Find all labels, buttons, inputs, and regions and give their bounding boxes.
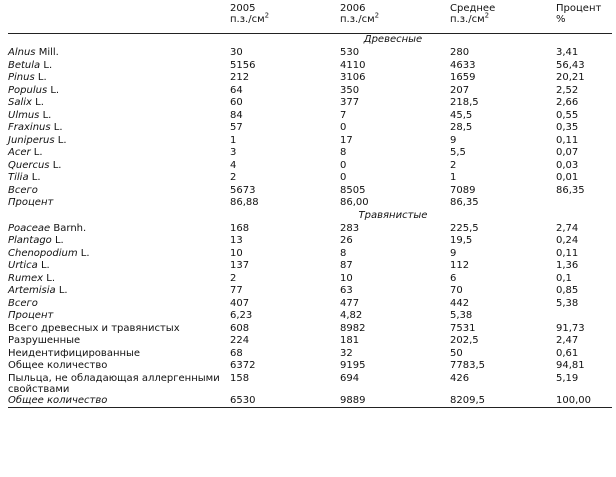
row-label: Общее количество <box>8 360 108 371</box>
value-mean: 218,5 <box>450 97 479 108</box>
value-2005: 5673 <box>230 184 256 196</box>
summary-row <box>8 323 612 336</box>
value-2006: 477 <box>340 297 360 309</box>
header-row <box>8 2 612 34</box>
genus-name: Betula <box>8 59 41 71</box>
value-2005: 6,23 <box>230 310 253 321</box>
value-percent: 3,41 <box>556 47 579 58</box>
taxon-name-cell <box>8 285 230 298</box>
header-2006-unit: п.з./см <box>340 14 375 25</box>
genus-name: Artemisia <box>8 285 56 296</box>
row-label: Всего древесных и травянистых <box>8 322 180 334</box>
value-2006: 8982 <box>340 322 366 334</box>
header-2006-unit-sup: 2 <box>374 11 380 20</box>
value-2005: 2 <box>230 172 237 183</box>
value-mean: 50 <box>450 347 463 359</box>
taxon-name-cell <box>8 60 230 73</box>
value-percent: 0,11 <box>556 134 579 146</box>
value-2006: 17 <box>340 134 353 146</box>
taxon-name-cell <box>8 172 230 185</box>
taxon-name-cell <box>8 147 230 160</box>
row-label: Всего <box>8 297 38 309</box>
value-2006: 26 <box>340 235 353 246</box>
header-mean-unit-sup: 2 <box>484 11 490 20</box>
header-2005-unit-sup: 2 <box>264 11 270 20</box>
genus-name: Urtica <box>8 260 38 271</box>
value-percent: 0,24 <box>556 235 579 246</box>
summary-row <box>8 348 612 361</box>
taxon-row <box>8 285 612 298</box>
row-label: Разрушенные <box>8 335 81 346</box>
value-percent: 91,73 <box>556 322 585 334</box>
value-2005: 6530 <box>230 394 256 406</box>
genus-name: Chenopodium <box>8 247 78 259</box>
value-2005: 77 <box>230 285 243 296</box>
taxon-name-cell <box>8 110 230 123</box>
value-2006: 283 <box>340 222 360 234</box>
value-percent: 2,66 <box>556 97 579 108</box>
author-abbrev: L. <box>55 285 68 296</box>
taxon-name-cell <box>8 223 230 236</box>
value-2006: 86,00 <box>340 197 369 208</box>
value-percent: 5,38 <box>556 297 579 309</box>
grand-total-row <box>8 395 612 408</box>
value-mean: 6 <box>450 272 457 284</box>
value-2006: 8 <box>340 247 347 259</box>
value-mean: 207 <box>450 84 470 96</box>
section-spacer <box>8 34 230 48</box>
header-percent-unit: % <box>556 14 566 25</box>
value-mean: 1 <box>450 172 457 183</box>
value-mean: 9 <box>450 247 457 259</box>
taxon-name-cell <box>8 47 230 60</box>
author-abbrev: L. <box>39 109 52 121</box>
author-abbrev: L. <box>31 97 44 108</box>
section-title: Древесные <box>363 34 423 45</box>
value-2005: 158 <box>230 372 250 384</box>
taxon-row <box>8 260 612 273</box>
value-2006: 8505 <box>340 184 366 196</box>
value-2006: 0 <box>340 159 347 171</box>
summary-row <box>8 335 612 348</box>
author-abbrev: L. <box>49 159 62 171</box>
genus-name: Tilia <box>8 172 29 183</box>
woody-total-row <box>8 185 612 198</box>
taxon-row <box>8 122 612 135</box>
value-mean: 1659 <box>450 72 476 83</box>
value-mean: 5,5 <box>450 147 466 158</box>
section-woody <box>8 34 612 48</box>
taxon-row <box>8 147 612 160</box>
taxon-row <box>8 85 612 98</box>
value-percent <box>556 310 612 323</box>
value-mean: 202,5 <box>450 335 479 346</box>
header-mean <box>450 2 556 34</box>
value-2006: 10 <box>340 272 353 284</box>
row-label: Неидентифицированные <box>8 347 141 359</box>
value-2006: 530 <box>340 47 360 58</box>
author-abbrev: L. <box>47 84 60 96</box>
value-mean: 225,5 <box>450 222 479 234</box>
value-mean: 8209,5 <box>450 394 485 406</box>
value-percent: 2,47 <box>556 335 579 346</box>
genus-name: Populus <box>8 84 48 96</box>
taxon-row <box>8 273 612 286</box>
taxon-row <box>8 248 612 261</box>
genus-name: Ulmus <box>8 109 40 121</box>
taxon-row <box>8 60 612 73</box>
value-2005: 64 <box>230 84 243 96</box>
author-abbrev: L. <box>50 122 63 133</box>
section-spacer <box>556 210 612 223</box>
header-2005-label: 2005 <box>230 3 256 14</box>
value-2005: 407 <box>230 297 250 309</box>
taxon-row <box>8 110 612 123</box>
value-mean: 86,35 <box>450 197 479 208</box>
summary-row <box>8 360 612 373</box>
taxon-row <box>8 223 612 236</box>
author-abbrev: L. <box>54 134 67 146</box>
genus-name: Rumex <box>8 272 44 284</box>
value-percent: 94,81 <box>556 360 585 371</box>
value-percent: 0,55 <box>556 109 579 121</box>
row-label: Всего <box>8 184 38 196</box>
value-2006: 350 <box>340 84 360 96</box>
author-abbrev: L. <box>51 235 64 246</box>
value-percent: 0,85 <box>556 285 579 296</box>
taxon-name-cell <box>8 97 230 110</box>
section-spacer <box>556 34 612 48</box>
genus-name: Juniperus <box>8 134 55 146</box>
value-2005: 84 <box>230 109 243 121</box>
author-abbrev: L. <box>28 172 41 183</box>
value-percent: 56,43 <box>556 59 585 71</box>
value-2005: 212 <box>230 72 250 83</box>
value-percent: 2,52 <box>556 84 579 96</box>
value-percent: 86,35 <box>556 184 585 196</box>
taxon-name-cell <box>8 160 230 173</box>
value-2006: 0 <box>340 172 347 183</box>
value-2005: 137 <box>230 260 250 271</box>
value-mean: 426 <box>450 372 470 384</box>
herb-total-row <box>8 298 612 311</box>
header-2005-unit: п.з./см <box>230 14 265 25</box>
taxon-name-cell <box>8 122 230 135</box>
value-percent: 2,74 <box>556 222 579 234</box>
value-2005: 5156 <box>230 59 256 71</box>
value-percent: 1,36 <box>556 260 579 271</box>
row-label: Пыльца, не обладающая аллергенными свойствами <box>8 372 220 395</box>
genus-name: Poaceae <box>8 222 51 234</box>
value-mean: 442 <box>450 297 470 309</box>
header-2005 <box>230 2 340 34</box>
value-mean: 7531 <box>450 322 476 334</box>
value-2005: 86,88 <box>230 197 259 208</box>
value-mean: 112 <box>450 260 470 271</box>
taxon-row <box>8 160 612 173</box>
taxon-row <box>8 47 612 60</box>
value-percent: 20,21 <box>556 72 585 83</box>
value-mean: 2 <box>450 159 457 171</box>
value-2006: 87 <box>340 260 353 271</box>
header-mean-label: Среднее <box>450 3 496 14</box>
value-mean: 7089 <box>450 184 476 196</box>
herb-percent-row <box>8 310 612 323</box>
value-2006: 63 <box>340 285 353 296</box>
value-2006: 181 <box>340 335 360 346</box>
taxon-row <box>8 235 612 248</box>
author-abbrev: L. <box>77 247 90 259</box>
genus-name: Acer <box>8 147 31 158</box>
value-2005: 60 <box>230 97 243 108</box>
pollen-data-table <box>8 2 612 408</box>
value-2005: 224 <box>230 335 250 346</box>
value-percent: 5,19 <box>556 372 579 384</box>
value-2005: 3 <box>230 147 237 158</box>
value-percent: 100,00 <box>556 394 591 406</box>
row-label: Процент <box>8 310 54 321</box>
value-percent: 0,07 <box>556 147 579 158</box>
genus-name: Pinus <box>8 72 35 83</box>
value-percent <box>556 197 612 210</box>
value-mean: 7783,5 <box>450 360 485 371</box>
taxon-row <box>8 172 612 185</box>
value-mean: 70 <box>450 285 463 296</box>
value-2005: 13 <box>230 235 243 246</box>
row-label: Процент <box>8 197 54 208</box>
taxon-name-cell <box>8 135 230 148</box>
value-percent: 0,61 <box>556 347 579 359</box>
value-percent: 0,35 <box>556 122 579 133</box>
value-2005: 68 <box>230 347 243 359</box>
author-abbrev: L. <box>34 72 47 83</box>
value-2006: 694 <box>340 372 360 384</box>
value-2006: 377 <box>340 97 360 108</box>
value-mean: 19,5 <box>450 235 473 246</box>
header-empty-cell <box>8 2 230 34</box>
value-2006: 0 <box>340 122 347 133</box>
value-2005: 168 <box>230 222 250 234</box>
row-label: Общее количество <box>8 394 108 406</box>
value-percent: 0,03 <box>556 159 579 171</box>
author-abbrev: L. <box>40 59 53 71</box>
value-2006: 7 <box>340 109 347 121</box>
author-abbrev: L. <box>43 272 56 284</box>
value-2006: 3106 <box>340 72 366 83</box>
genus-name: Alnus <box>8 47 36 58</box>
value-2006: 9195 <box>340 360 366 371</box>
genus-name: Quercus <box>8 159 50 171</box>
header-2006 <box>340 2 450 34</box>
genus-name: Plantago <box>8 235 52 246</box>
taxon-name-cell <box>8 260 230 273</box>
value-2005: 57 <box>230 122 243 133</box>
header-percent <box>556 2 612 34</box>
value-percent: 0,1 <box>556 272 572 284</box>
value-mean: 45,5 <box>450 109 473 121</box>
taxon-name-cell <box>8 235 230 248</box>
header-2006-label: 2006 <box>340 3 366 14</box>
section-spacer <box>8 210 230 223</box>
value-mean: 9 <box>450 134 457 146</box>
genus-name: Salix <box>8 97 32 108</box>
taxon-row <box>8 97 612 110</box>
value-2005: 6372 <box>230 360 256 371</box>
taxon-name-cell <box>8 85 230 98</box>
value-mean: 28,5 <box>450 122 473 133</box>
taxon-row <box>8 135 612 148</box>
author-abbrev: L. <box>37 260 50 271</box>
woody-percent-row <box>8 197 612 210</box>
value-mean: 4633 <box>450 59 476 71</box>
value-2005: 4 <box>230 159 237 171</box>
value-2006: 4110 <box>340 59 366 71</box>
value-2005: 1 <box>230 134 237 146</box>
nonallergenic-row <box>8 373 612 395</box>
value-mean: 280 <box>450 47 470 58</box>
header-mean-unit: п.з./см <box>450 14 485 25</box>
value-2005: 30 <box>230 47 243 58</box>
value-2005: 608 <box>230 322 250 334</box>
author-abbrev: L. <box>30 147 43 158</box>
value-percent: 0,11 <box>556 247 579 259</box>
header-percent-label: Процент <box>556 3 602 14</box>
taxon-name-cell <box>8 273 230 286</box>
value-2006: 8 <box>340 147 347 158</box>
author-abbrev: Mill. <box>35 47 59 58</box>
genus-name: Fraxinus <box>8 122 51 133</box>
value-percent: 0,01 <box>556 172 579 183</box>
value-2005: 10 <box>230 247 243 259</box>
value-2006: 32 <box>340 347 353 359</box>
taxon-name-cell <box>8 72 230 85</box>
value-2005: 2 <box>230 272 237 284</box>
taxon-name-cell <box>8 248 230 261</box>
author-abbrev: Barnh. <box>50 222 87 234</box>
section-herbaceous <box>8 210 612 223</box>
value-2006: 9889 <box>340 394 366 406</box>
section-title: Травянистые <box>358 209 428 221</box>
table-body <box>8 2 612 408</box>
value-2006: 4,82 <box>340 310 363 321</box>
taxon-row <box>8 72 612 85</box>
value-mean: 5,38 <box>450 310 473 321</box>
